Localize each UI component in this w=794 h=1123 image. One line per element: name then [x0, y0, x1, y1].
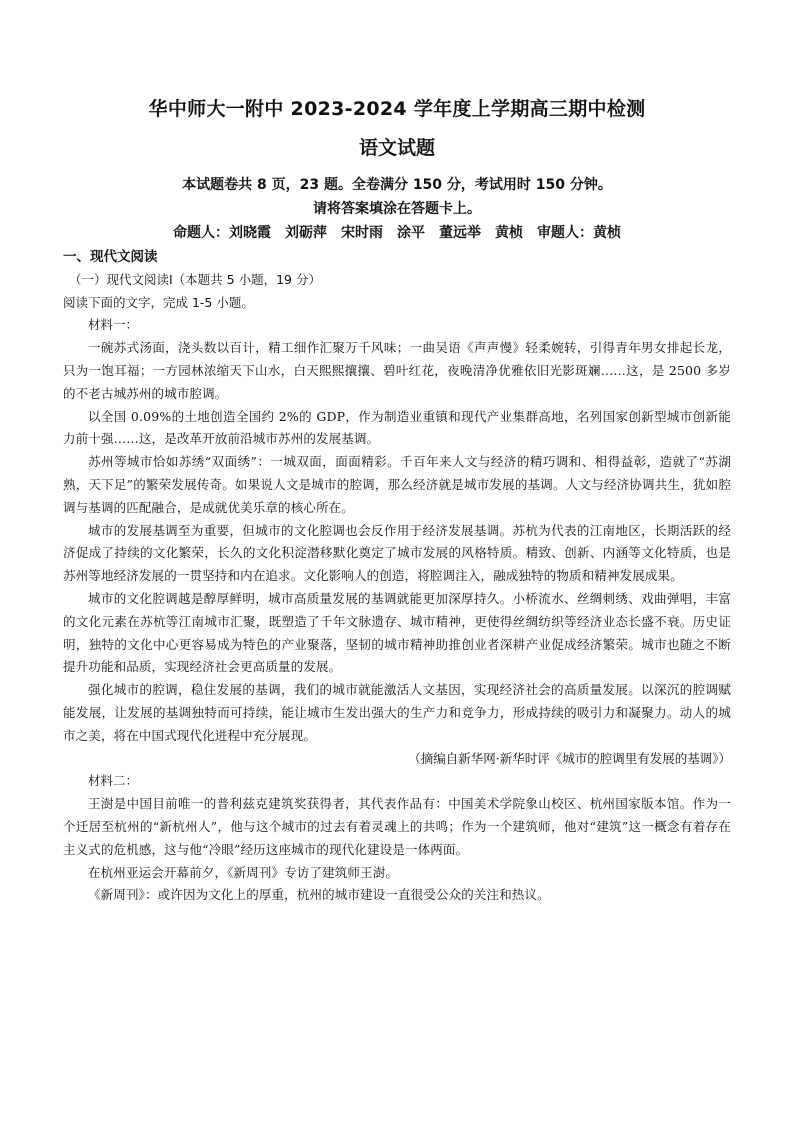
exam-info-answer-sheet: 请将答案填涂在答题卡上。 — [313, 201, 481, 217]
section-subheading: （一）现代文阅读Ⅰ（本题共 5 小题，19 分） — [69, 271, 321, 287]
exam-body — [63, 246, 731, 907]
section-instruction: 阅读下面的文字，完成 1-5 小题。 — [63, 294, 254, 310]
material1-source: （摘编自新华网·新华时评《城市的腔调里有发展的基调》） — [408, 750, 731, 766]
exam-info-authors: 命题人：刘晓霞 刘砺萍 宋时雨 涂平 董远举 黄桢 审题人：黄桢 — [173, 225, 621, 241]
material1-label: 材料一： — [88, 317, 139, 333]
material1-paragraph: 苏州等城市恰如苏绣“双面绣”：一城双面，面面精彩。千百年来人文与经济的精巧调和、相得益彰，造就了“苏湖熟，天下足”的繁荣发展传奇。如果说人文是城市的腔调，那么经济就是城市发展的基调。人文与经济协调共生，犹如腔调与基调的匹配融合，是成就优美乐章的核心所在。 — [63, 454, 731, 515]
section-heading: 一、现代文阅读 — [63, 249, 158, 265]
exam-subject-title: 语文试题 — [358, 137, 435, 159]
material2-paragraph: 《新周刊》：或许因为文化上的厚重，杭州的城市建设一直很受公众的关注和热议。 — [88, 887, 550, 903]
exam-title: 华中师大一附中 2023-2024 学年度上学期高三期中检测 — [148, 98, 646, 120]
material2-paragraph: 在杭州亚运会开幕前夕，《新周刊》专访了建筑师王澍。 — [88, 864, 399, 880]
material1-paragraph: 强化城市的腔调，稳住发展的基调，我们的城市就能激活人文基因，实现经济社会的高质量发展。以深沉的腔调赋能发展，让发展的基调独特而可持续，能让城市生发出强大的生产力和竞争力，形成持续的吸引力和凝聚力。动人的城市之美，将在中国式现代化进程中充分展现。 — [63, 682, 731, 743]
material1-paragraph: 一碗苏式汤面，浇头数以百计，精工细作汇聚万千风味；一曲吴语《声声慢》轻柔婉转，引得青年男女排起长龙，只为一饱耳福；一方园林浓缩天下山水，白天熙熙攘攘、碧叶红花，夜晚清净优雅依旧光影斑斓……这，是 2500 多岁的不老古城苏州的城市腔调。 — [63, 340, 731, 401]
material1-paragraph: 城市的文化腔调越是醇厚鲜明，城市高质量发展的基调就能更加深厚持久。小桥流水、丝绸刺绣、戏曲弹唱，丰富的文化元素在苏杭等江南城市汇聚，既塑造了千年文脉遗存、城市精神，更使得丝绸纺织等经济业态长盛不衰。历史证明，独特的文化中心更容易成为特色的产业聚落，坚韧的城市精神助推创业者深耕产业促成经济繁荣。城市也随之不断提升功能和品质，实现经济社会更高质量的发展。 — [63, 590, 731, 675]
material1-paragraph: 城市的发展基调至为重要，但城市的文化腔调也会反作用于经济发展基调。苏杭为代表的江南地区，长期活跃的经济促成了持续的文化繁荣，长久的文化积淀潜移默化奠定了城市发展的风格特质。精致、创新、内涵等文化特质，也是苏州等地经济发展的一贯坚持和内在追求。文化影响人的创造，将腔调注入，融成独特的物质和精神发展成果。 — [63, 522, 731, 584]
material1-paragraph: 以全国 0.09%的土地创造全国约 2%的 GDP，作为制造业重镇和现代产业集群高地，名列国家创新型城市创新能力前十强……这，是改革开放前沿城市苏州的发展基调。 — [63, 408, 731, 447]
exam-info-pages: 本试题卷共 8 页，23 题。全卷满分 150 分，考试用时 150 分钟。 — [182, 177, 612, 193]
material2-label: 材料二： — [88, 773, 139, 789]
material2-paragraph: 王澍是中国目前唯一的普利兹克建筑奖获得者，其代表作品有：中国美术学院象山校区、杭州国家版本馆。作为一个迁居至杭州的“新杭州人”，他与这个城市的过去有着灵魂上的共鸣；作为一个建筑师，他对“建筑”这一概念有着存在主义式的危机感，这与他“冷眼”经历这座城市的现代化建设是一体两面。 — [63, 796, 731, 857]
